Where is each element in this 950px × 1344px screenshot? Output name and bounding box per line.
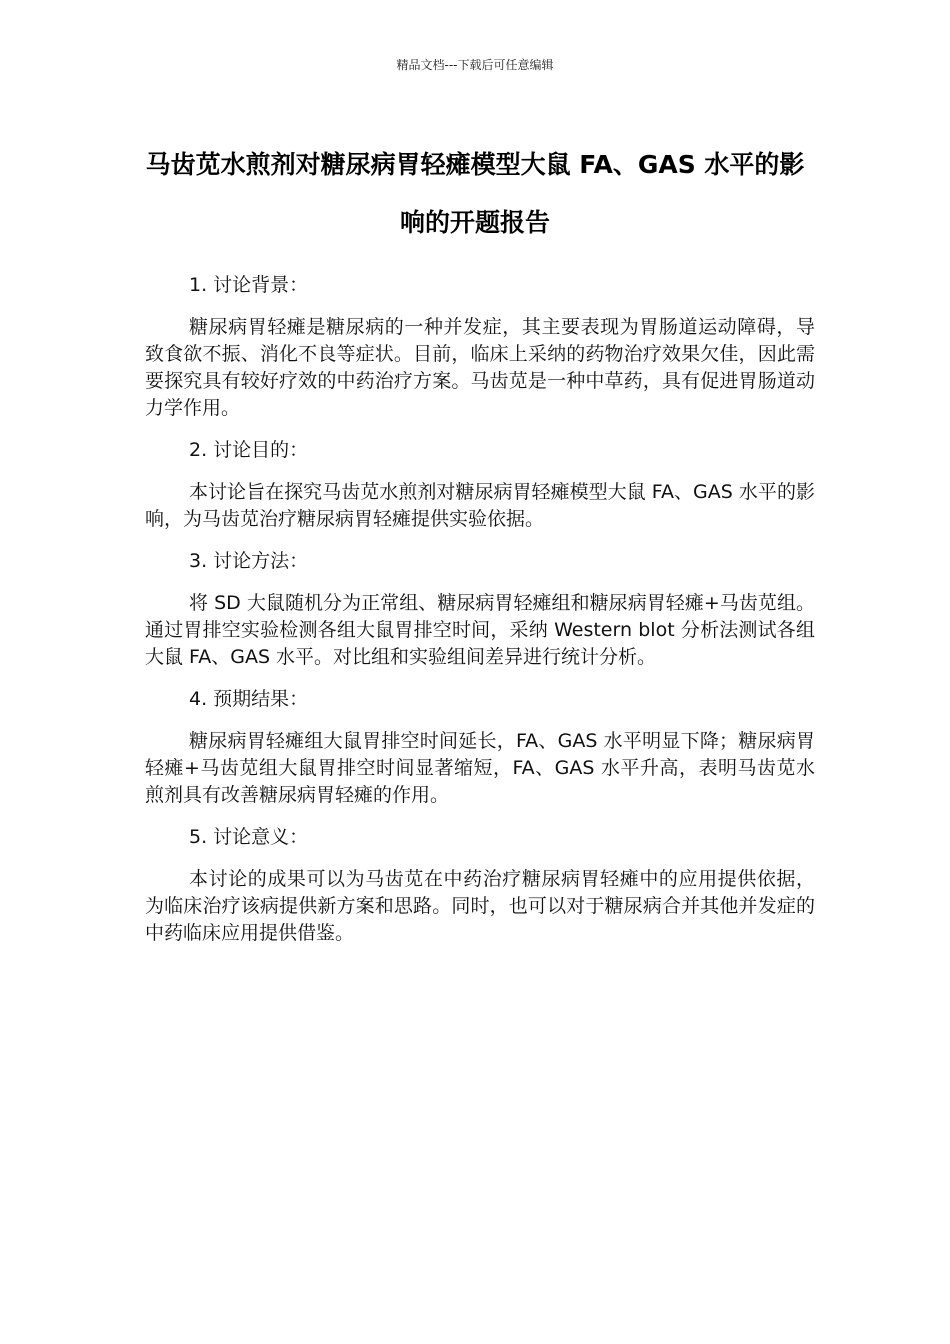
document-title: 马齿苋水煎剂对糖尿病胃轻瘫模型大鼠 FA、GAS 水平的影响的开题报告 [145,150,805,237]
section-body-expected-results: 糖尿病胃轻瘫组大鼠胃排空时间延长，FA、GAS 水平明显下降；糖尿病胃轻瘫+马齿苋组大鼠胃排空时间显著缩短，FA、GAS 水平升高，表明马齿苋水煎剂具有改善糖尿病胃轻瘫的作用。 [145,730,815,806]
page-header: 精品文档---下载后可任意编辑 [396,58,554,72]
section-heading-background: 1. 讨论背景： [189,274,309,296]
document-content [145,272,815,947]
section-heading-expected-results: 4. 预期结果： [189,688,309,710]
section-body-methods: 将 SD 大鼠随机分为正常组、糖尿病胃轻瘫组和糖尿病胃轻瘫+马齿苋组。通过胃排空实验检测各组大鼠胃排空时间，采纳 Western blot 分析法测试各组大鼠 FA、GAS 水平。对比组和实验组间差异进行统计分析。 [145,592,815,668]
section-body-purpose: 本讨论旨在探究马齿苋水煎剂对糖尿病胃轻瘫模型大鼠 FA、GAS 水平的影响，为马齿苋治疗糖尿病胃轻瘫提供实验依据。 [145,481,815,530]
section-heading-significance: 5. 讨论意义： [189,826,309,848]
section-body-background: 糖尿病胃轻瘫是糖尿病的一种并发症，其主要表现为胃肠道运动障碍，导致食欲不振、消化不良等症状。目前，临床上采纳的药物治疗效果欠佳，因此需要探究具有较好疗效的中药治疗方案。马齿苋是一种中草药，具有促进胃肠道动力学作用。 [145,316,815,419]
section-body-significance: 本讨论的成果可以为马齿苋在中药治疗糖尿病胃轻瘫中的应用提供依据，为临床治疗该病提供新方案和思路。同时，也可以对于糖尿病合并其他并发症的中药临床应用提供借鉴。 [145,868,815,944]
section-heading-methods: 3. 讨论方法： [189,550,309,572]
section-heading-purpose: 2. 讨论目的： [189,439,309,461]
